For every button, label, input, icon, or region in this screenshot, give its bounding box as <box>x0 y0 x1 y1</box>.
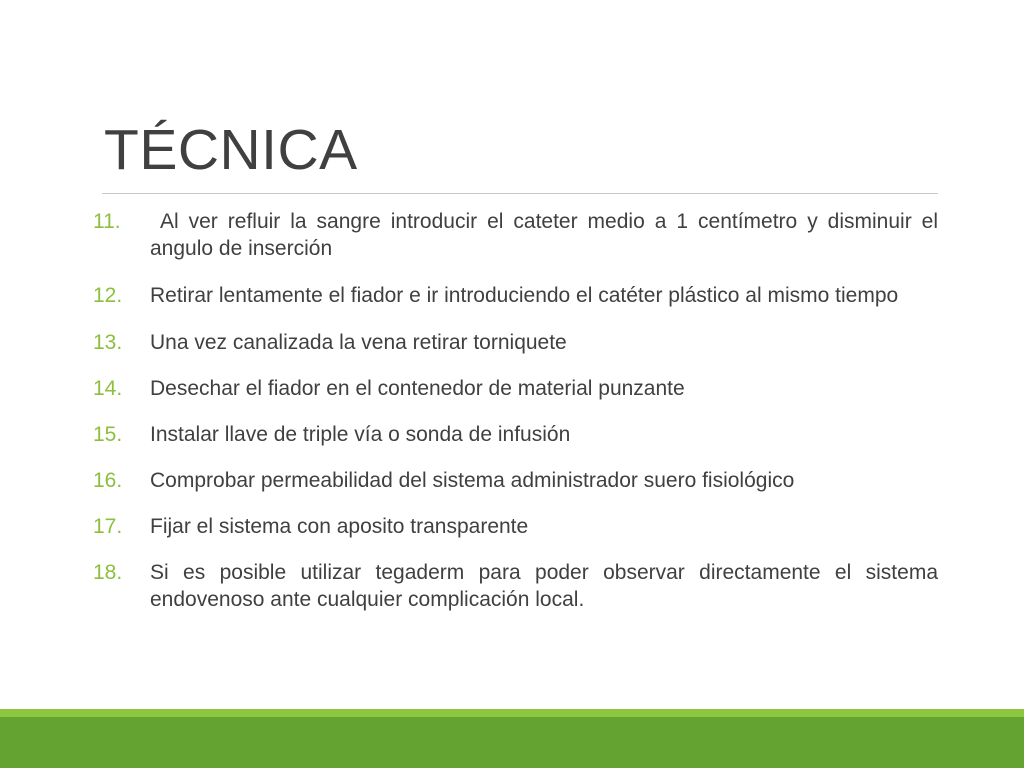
list-item <box>93 329 938 356</box>
list-item <box>93 375 938 402</box>
steps-list <box>93 208 944 633</box>
footer-band-dark <box>0 717 1024 768</box>
list-item <box>93 282 938 309</box>
list-item-number: 11. <box>93 210 121 233</box>
list-item-number: 13. <box>93 331 123 354</box>
list-item <box>93 513 938 540</box>
list-item-number: 12. <box>93 284 123 307</box>
list-item-number: 15. <box>93 423 123 446</box>
list-item <box>93 208 944 262</box>
list-item-number: 14. <box>93 377 123 400</box>
list-item-text: Si es posible utilizar tegaderm para poder observar directamente el sistema endovenoso ante cualquier complicación local. <box>150 561 938 611</box>
list-item-text: Una vez canalizada la vena retirar torniquete <box>150 331 567 354</box>
list-item-text: Retirar lentamente el fiador e ir introduciendo el catéter plástico al mismo tiempo <box>150 284 899 307</box>
list-item <box>93 467 938 494</box>
list-item-text: Comprobar permeabilidad del sistema administrador suero fisiológico <box>150 469 795 492</box>
list-item-text: Fijar el sistema con aposito transparente <box>150 515 529 538</box>
footer-band-light <box>0 709 1024 717</box>
title-divider <box>102 193 938 194</box>
list-item-text: Al ver refluir la sangre introducir el cateter medio a 1 centímetro y disminuir el angulo de inserción <box>150 210 944 260</box>
list-item-text: Instalar llave de triple vía o sonda de infusión <box>150 423 571 446</box>
list-item-text: Desechar el fiador en el contenedor de material punzante <box>150 377 685 400</box>
list-item-number: 18. <box>93 561 123 584</box>
list-item <box>93 559 938 613</box>
list-item-number: 16. <box>93 469 123 492</box>
slide-title: TÉCNICA <box>104 118 358 182</box>
list-item <box>93 421 938 448</box>
list-item-number: 17. <box>93 515 123 538</box>
